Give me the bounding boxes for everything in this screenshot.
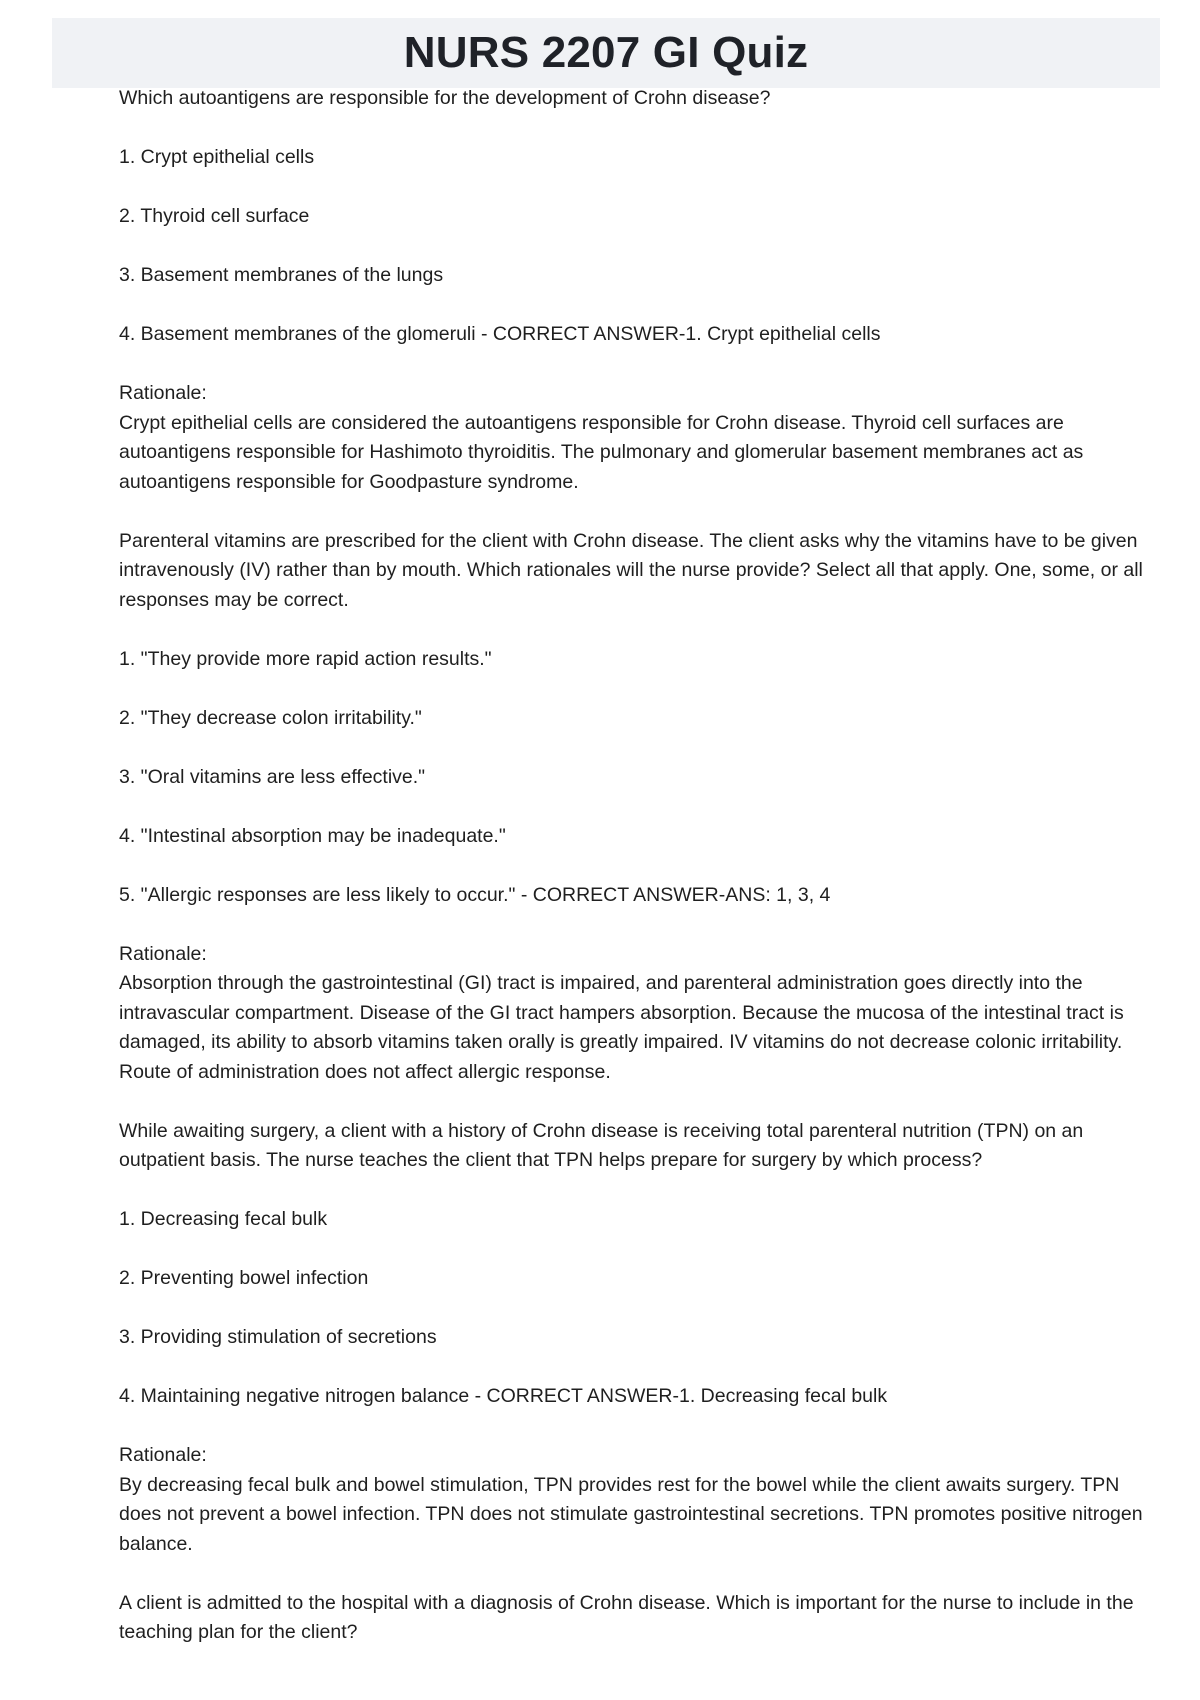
question-2-option-2: 2. "They decrease colon irritability."	[119, 706, 422, 729]
question-1-rationale-label: Rationale:	[119, 382, 207, 404]
question-4-text: A client is admitted to the hospital with a diagnosis of Crohn disease. Which is important for the nurse to include in the teaching plan for the client?	[119, 1591, 1134, 1643]
question-3-text: While awaiting surgery, a client with a history of Crohn disease is receiving total parenteral nutrition (TPN) on an outpatient basis. The nurse teaches the client that TPN helps prepare for surgery by which process?	[119, 1119, 1084, 1171]
question-2-option-5-answer: 5. "Allergic responses are less likely to occur." - CORRECT ANSWER-ANS: 1, 3, 4	[119, 883, 831, 906]
question-2-option-4: 4. "Intestinal absorption may be inadequate."	[119, 824, 506, 847]
question-1-option-1: 1. Crypt epithelial cells	[119, 146, 315, 168]
question-2-rationale: Absorption through the gastrointestinal (GI) tract is impaired, and parenteral administration goes directly into the intravascular compartment. Disease of the GI tract hampers absorption. Because the mucosa of the intestinal tract is damaged, its ability to absorb vitamins taken orally is greatly impaired. IV vitamins do not decrease colonic irritability. Route of administration does not affect allergic response.	[119, 972, 1124, 1083]
question-1-option-2: 2. Thyroid cell surface	[119, 205, 310, 227]
question-2-text: Parenteral vitamins are prescribed for the client with Crohn disease. The client asks why the vitamins have to be given intravenously (IV) rather than by mouth. Which rationales will the nurse provide? Select all that apply. One, some, or all responses may be correct.	[119, 529, 1143, 611]
page-title: NURS 2207 GI Quiz	[403, 28, 809, 77]
question-1-rationale: Crypt epithelial cells are considered the autoantigens responsible for Crohn disease. Thyroid cell surfaces are autoantigens responsible for Hashimoto thyroiditis. The pulmonary and glomerular basement membranes act as autoantigens responsible for Goodpasture syndrome.	[119, 411, 1084, 493]
question-1-text: Which autoantigens are responsible for the development of Crohn disease?	[119, 87, 771, 109]
question-1-option-3: 3. Basement membranes of the lungs	[119, 264, 444, 286]
title-bar	[52, 18, 1160, 88]
question-3-option-4-answer: 4. Maintaining negative nitrogen balance - CORRECT ANSWER-1. Decreasing fecal bulk	[119, 1385, 888, 1407]
question-2-option-1: 1. "They provide more rapid action results."	[119, 647, 492, 670]
document-body	[119, 84, 1159, 1648]
question-3-rationale: By decreasing fecal bulk and bowel stimulation, TPN provides rest for the bowel while the client awaits surgery. TPN does not prevent a bowel infection. TPN does not stimulate gastrointestinal secretions. TPN promotes positive nitrogen balance.	[119, 1473, 1143, 1555]
question-3-rationale-label: Rationale:	[119, 1444, 207, 1466]
question-3-option-2: 2. Preventing bowel infection	[119, 1267, 369, 1289]
question-2-option-3: 3. "Oral vitamins are less effective."	[119, 765, 426, 788]
question-2-rationale-label: Rationale:	[119, 942, 207, 965]
question-1-option-4-answer: 4. Basement membranes of the glomeruli - CORRECT ANSWER-1. Crypt epithelial cells	[119, 323, 881, 345]
question-3-option-1: 1. Decreasing fecal bulk	[119, 1208, 328, 1230]
question-3-option-3: 3. Providing stimulation of secretions	[119, 1326, 437, 1348]
